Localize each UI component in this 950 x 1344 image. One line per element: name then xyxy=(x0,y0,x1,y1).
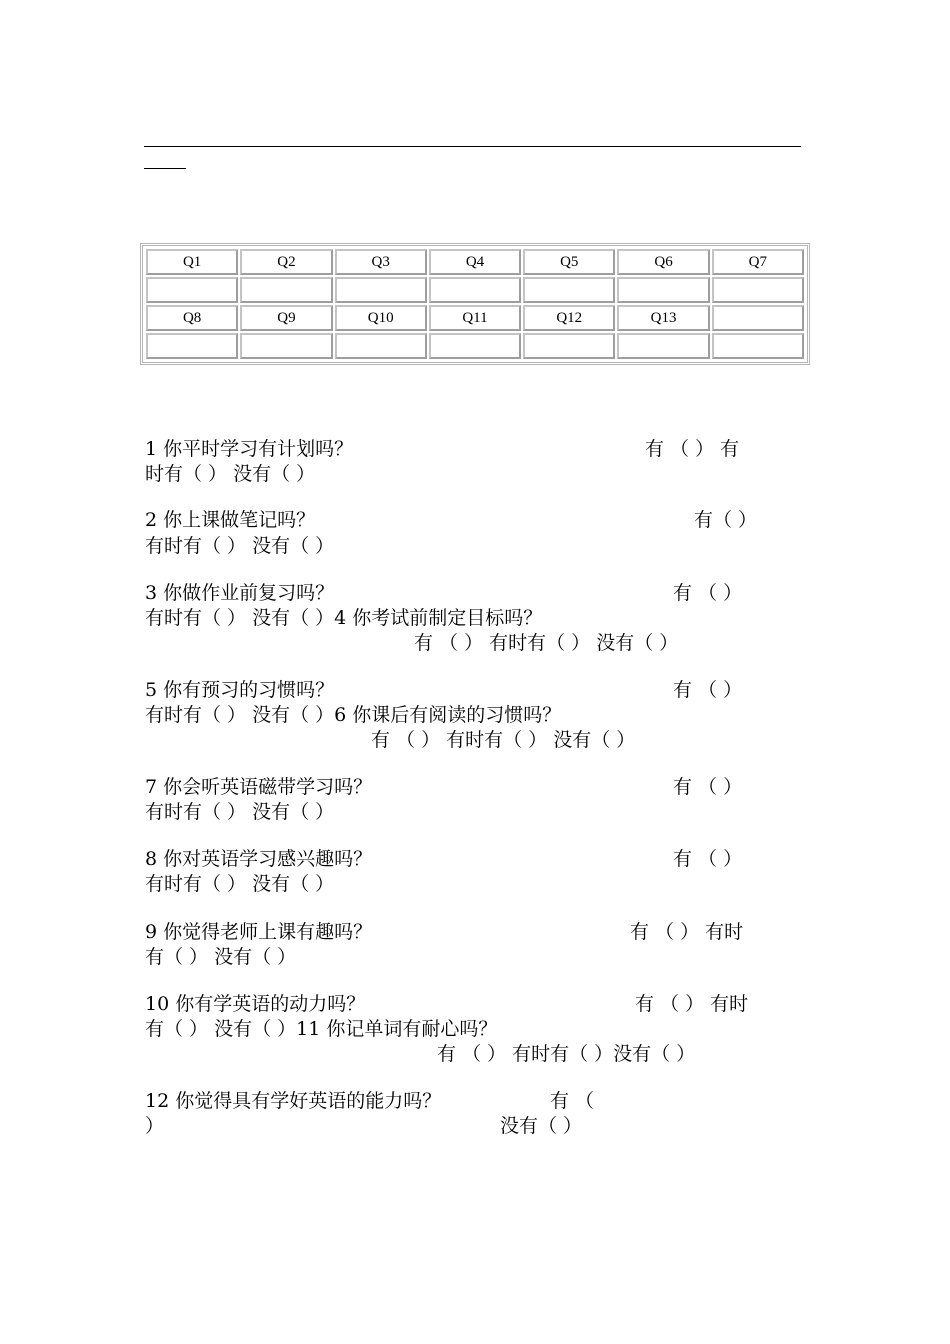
grid-answer-cell[interactable] xyxy=(617,333,709,359)
grid-row xyxy=(146,333,804,359)
question-10-text: 10 你有学英语的动力吗？ xyxy=(145,993,366,1015)
question-5-text: 5 你有预习的习惯吗？ xyxy=(145,679,335,701)
grid-label-cell: Q2 xyxy=(240,249,332,275)
question-4-options: 有 （ ） 有时有（ ） 没有（ ） xyxy=(414,632,679,654)
grid-answer-cell[interactable] xyxy=(712,277,804,303)
question-1-text: 1 你平时学习有计划吗？ xyxy=(145,438,354,460)
grid-answer-cell[interactable] xyxy=(523,333,615,359)
question-3-text: 3 你做作业前复习吗？ xyxy=(145,582,335,604)
grid-answer-cell[interactable] xyxy=(335,277,427,303)
grid-answer-cell[interactable] xyxy=(146,277,238,303)
grid-label-cell: Q6 xyxy=(617,249,709,275)
question-12-options-end: 没有（ ） xyxy=(500,1115,583,1137)
grid-answer-cell[interactable] xyxy=(712,333,804,359)
grid-label-cell: Q9 xyxy=(240,305,332,331)
question-2-text: 2 你上课做笔记吗？ xyxy=(145,509,316,531)
question-12-options-cont: ） xyxy=(145,1115,165,1137)
answer-grid xyxy=(140,243,810,365)
question-9-options: 有 （ ） 有时 xyxy=(630,921,744,943)
question-9-text: 9 你觉得老师上课有趣吗？ xyxy=(145,921,373,943)
question-7-options: 有 （ ） xyxy=(673,776,743,798)
grid-label-cell: Q8 xyxy=(146,305,238,331)
grid-label-cell: Q12 xyxy=(523,305,615,331)
grid-row xyxy=(146,277,804,303)
grid-label-cell: Q11 xyxy=(429,305,521,331)
question-1-options: 有 （ ） 有 xyxy=(645,438,740,460)
grid-answer-cell[interactable] xyxy=(429,277,521,303)
question-7-options-cont: 有时有（ ） 没有（ ） xyxy=(145,801,335,823)
question-3-options: 有 （ ） xyxy=(673,582,743,604)
answer-blank-line-end xyxy=(144,168,186,169)
grid-label-cell: Q13 xyxy=(617,305,709,331)
grid-answer-cell[interactable] xyxy=(617,277,709,303)
grid-label-cell: Q4 xyxy=(429,249,521,275)
grid-label-cell: Q3 xyxy=(335,249,427,275)
grid-answer-cell[interactable] xyxy=(240,333,332,359)
grid-label-cell: Q10 xyxy=(335,305,427,331)
question-2-options: 有（ ） xyxy=(694,509,758,531)
grid-label-cell: Q7 xyxy=(712,249,804,275)
grid-answer-cell[interactable] xyxy=(523,277,615,303)
question-5-options: 有 （ ） xyxy=(673,679,743,701)
question-8-text: 8 你对英语学习感兴趣吗？ xyxy=(145,848,373,870)
question-12-options: 有 （ xyxy=(550,1090,595,1112)
grid-label-cell: Q1 xyxy=(146,249,238,275)
question-6-options: 有 （ ） 有时有（ ） 没有（ ） xyxy=(371,729,636,751)
answer-table xyxy=(144,247,806,361)
question-2-options-cont: 有时有（ ） 没有（ ） xyxy=(145,535,335,557)
grid-row xyxy=(146,305,804,331)
question-8-options: 有 （ ） xyxy=(673,848,743,870)
grid-answer-cell[interactable] xyxy=(146,333,238,359)
question-5-6-line: 有时有（ ） 没有（ ）6 你课后有阅读的习惯吗？ xyxy=(145,704,562,726)
grid-label-cell: Q5 xyxy=(523,249,615,275)
answer-blank-line xyxy=(144,146,801,147)
question-10-options: 有 （ ） 有时 xyxy=(635,993,749,1015)
question-1-options-cont: 时有（ ） 没有（ ） xyxy=(145,463,316,485)
question-7-text: 7 你会听英语磁带学习吗？ xyxy=(145,776,373,798)
question-11-options: 有 （ ） 有时有（ ）没有（ ） xyxy=(437,1043,696,1065)
question-3-4-line: 有时有（ ） 没有（ ）4 你考试前制定目标吗？ xyxy=(145,607,543,629)
grid-answer-cell[interactable] xyxy=(429,333,521,359)
grid-answer-cell[interactable] xyxy=(712,305,804,331)
question-12-text: 12 你觉得具有学好英语的能力吗？ xyxy=(145,1090,442,1112)
question-10-11-line: 有（ ） 没有（ ）11 你记单词有耐心吗？ xyxy=(145,1018,498,1040)
grid-row xyxy=(146,249,804,275)
question-8-options-cont: 有时有（ ） 没有（ ） xyxy=(145,873,335,895)
question-9-options-cont: 有（ ） 没有（ ） xyxy=(145,946,297,968)
grid-answer-cell[interactable] xyxy=(335,333,427,359)
grid-answer-cell[interactable] xyxy=(240,277,332,303)
